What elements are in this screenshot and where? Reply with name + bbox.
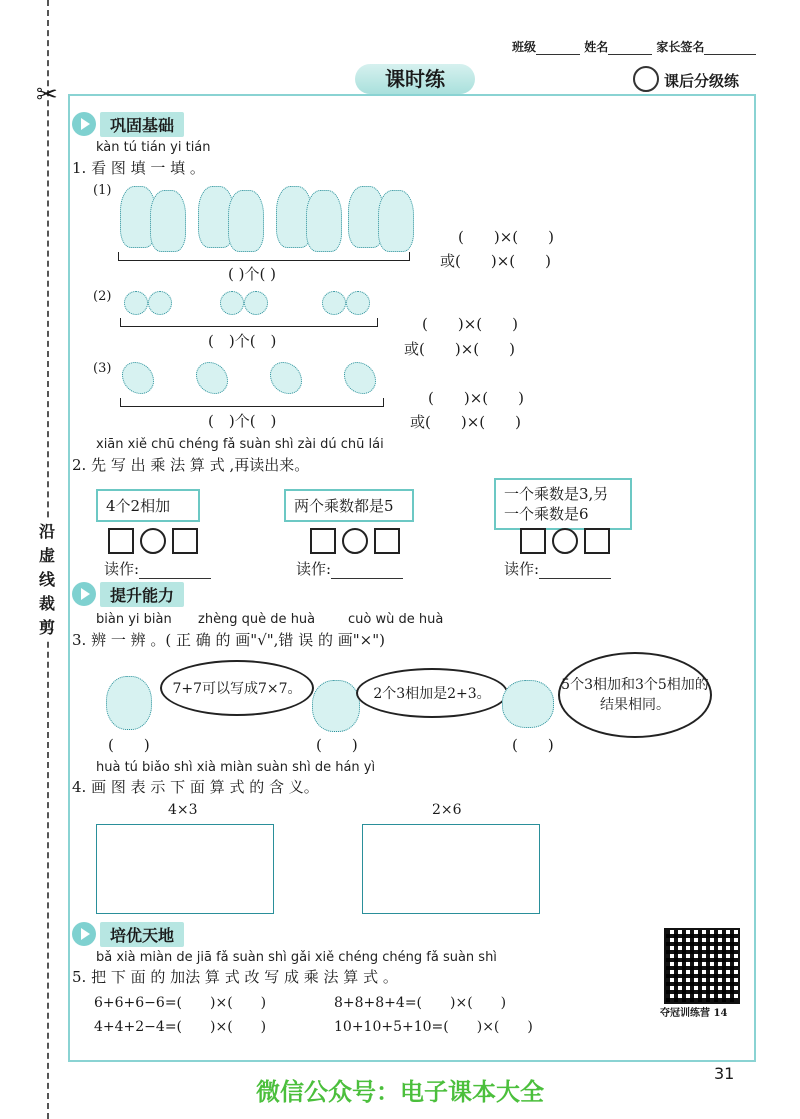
question-2-stem: 2. 先 写 出 乘 法 算 式 ,再读出来。 [72,456,310,474]
part-number: (3) [93,361,112,376]
group-brace [120,398,384,407]
read-label: 读作: [504,560,540,578]
section-title: 培优天地 [100,922,184,947]
group-count: ( )个( ) [208,332,277,350]
clock-icon [633,66,659,92]
equation-blank: ( )×( ) [458,228,554,246]
conversion-row: 10+10+5+10=( )×( ) [334,1019,533,1035]
blank-circle[interactable] [552,528,578,554]
section-header-improve [72,582,184,606]
subtitle: 课后分级练 [664,72,740,90]
cut-char: 裁 [38,594,55,613]
prompt-box: 4个2相加 [96,489,200,522]
apple-picture [124,291,148,315]
group-count: ( )个( ) [228,265,276,283]
class-label: 班级 [512,40,537,54]
question-3-stem: 3. 辨 一 辨 。( 正 确 的 画"√",错 误 的 画"×") [72,631,385,649]
apple-picture [244,291,268,315]
pinyin: huà tú biǎo shì xià miàn suàn shì de hán yì [96,760,376,775]
cut-char: 虚 [38,546,55,565]
blank-square[interactable] [584,528,610,554]
blank-circle[interactable] [140,528,166,554]
prompt-line: 一个乘数是3,另 [504,485,609,503]
part-number: (1) [93,183,112,198]
section-header-basic [72,112,184,136]
equation-blank: ( )×( ) [422,315,518,333]
equation-blank: 或( )×( ) [410,413,521,431]
expression: 4×3 [168,802,198,818]
footer-watermark: 微信公众号：电子课本大全 [256,1078,544,1106]
blank-square[interactable] [310,528,336,554]
penguin-picture [312,680,360,732]
blank-square[interactable] [374,528,400,554]
apple-picture [220,291,244,315]
play-icon [72,582,96,606]
section-header-excel [72,922,184,946]
apple-picture [346,291,370,315]
read-line [296,558,403,579]
expression: 2×6 [432,802,462,818]
equation-blank: ( )×( ) [428,389,524,407]
play-icon [72,922,96,946]
equation-blank: 或( )×( ) [440,252,551,270]
parent-sign-label: 家长签名 [656,40,705,54]
answer-boxes[interactable] [520,528,616,554]
speech-bubble: 2个3相加是2+3。 [356,668,508,718]
read-line [104,558,211,579]
name-label: 姓名 [584,40,609,54]
answer-boxes[interactable] [108,528,204,554]
group-brace [120,318,378,327]
part-number: (2) [93,289,112,304]
answer-boxes[interactable] [310,528,406,554]
pinyin: bǎ xià miàn de jiā fǎ suàn shì gǎi xiě chéng chéng fǎ suàn shì [96,950,497,965]
blank-square[interactable] [108,528,134,554]
cut-char: 剪 [38,618,55,637]
pinyin: kàn tú tián yi tián [96,140,211,155]
pinyin: cuò wù de huà [348,612,444,627]
rabbit-picture [228,190,264,252]
blank-square[interactable] [172,528,198,554]
speech-bubble: 5个3相加和3个5相加的结果相同。 [558,652,712,738]
drawing-box[interactable] [362,824,540,914]
cut-char: 线 [38,570,55,589]
answer-paren[interactable]: ( ) [108,736,150,754]
qr-code[interactable] [664,928,740,1004]
speech-bubble: 7+7可以写成7×7。 [160,660,314,716]
page-title: 课时练 [355,64,475,94]
conversion-row: 8+8+8+4=( )×( ) [334,995,507,1011]
rabbit-picture [306,190,342,252]
header-class-field [512,38,756,55]
equation-blank: 或( )×( ) [404,340,515,358]
apple-picture [322,291,346,315]
answer-paren[interactable]: ( ) [316,736,358,754]
mouse-picture [106,676,152,730]
page-number: 31 [714,1064,735,1083]
answer-paren[interactable]: ( ) [512,736,554,754]
pinyin: zhèng què de huà [198,612,316,627]
prompt-box: 两个乘数都是5 [284,489,414,522]
group-brace [118,252,410,261]
question-5-stem: 5. 把 下 面 的 加法 算 式 改 写 成 乘 法 算 式 。 [72,968,398,986]
section-title: 巩固基础 [100,112,184,137]
section-title: 提升能力 [100,582,184,607]
cut-label [32,520,62,640]
blank-square[interactable] [520,528,546,554]
read-label: 读作: [104,560,140,578]
read-label: 读作: [296,560,332,578]
conversion-row: 4+4+2−4=( )×( ) [94,1019,267,1035]
group-count: ( )个( ) [208,412,277,430]
rabbit-picture [378,190,414,252]
pinyin: xiān xiě chū chéng fǎ suàn shì zài dú chū lái [96,437,384,452]
pinyin: biàn yi biàn [96,612,172,627]
question-4-stem: 4. 画 图 表 示 下 面 算 式 的 含 义。 [72,778,319,796]
dolphin-picture [502,680,554,728]
prompt-line: 一个乘数是6 [504,505,589,523]
qr-caption: 夺冠训练营 14 [660,1008,728,1019]
prompt-box [494,478,632,530]
conversion-row: 6+6+6−6=( )×( ) [94,995,267,1011]
apple-picture [148,291,172,315]
drawing-box[interactable] [96,824,274,914]
scissors-icon: ✂ [36,80,58,110]
cut-char: 沿 [38,522,55,541]
rabbit-picture [150,190,186,252]
read-line [504,558,611,579]
play-icon [72,112,96,136]
question-1-stem: 1. 看 图 填 一 填 。 [72,159,205,177]
blank-circle[interactable] [342,528,368,554]
